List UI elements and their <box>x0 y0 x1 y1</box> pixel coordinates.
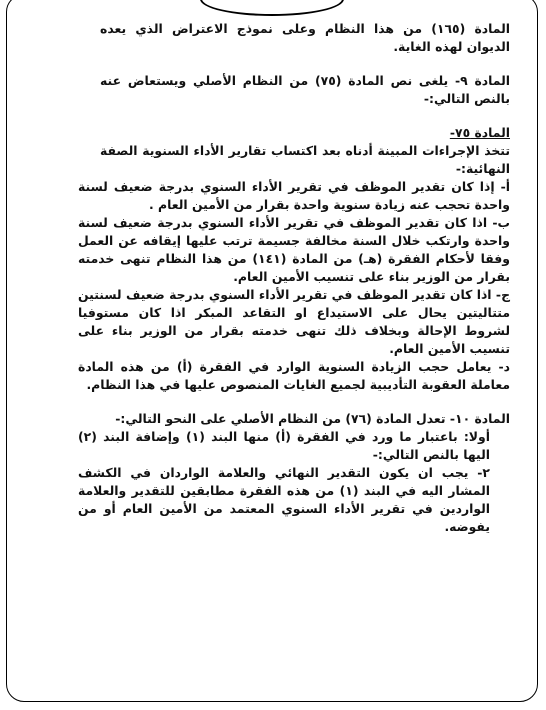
article-9: المادة ٩- يلغى نص المادة (٧٥) من النظام الأصلي ويستعاض عنه بالنص التالي:- <box>100 73 510 106</box>
first-amendment: أولا: باعتبار ما ورد في الفقرة (أ) منها البند (١) وإضافة البند (٢) اليها بالنص التالي:- <box>78 429 490 462</box>
item-c: ج- اذا كان تقدير الموظف في تقرير الأداء السنوي بدرجة ضعيف لسنتين متتاليتين يحال على الاستيداع او التقاعد المبكر اذا كان مستوفيا لشروط الإحالة وبخلاف ذلك تنهى خدمته بقرار من الوزير بناء على تنسيب الأمين العام. <box>78 287 510 356</box>
article-75-heading: المادة ٧٥- <box>449 125 510 140</box>
article-10: المادة ١٠- تعدل المادة (٧٦) من النظام الأصلي على النحو التالي:- <box>115 411 510 426</box>
item-d: د- يعامل حجب الزيادة السنوية الوارد في الفقرة (أ) من هذه المادة معاملة العقوبة التأديبية لجميع الغايات المنصوص عليها في هذا النظام. <box>78 359 510 392</box>
item-b: ب- اذا كان تقدير الموظف في تقرير الأداء السنوي بدرجة ضعيف لسنة واحدة وارتكب خلال السنة مخالفة جسيمة ترتب عليها إيقافه عن العمل وفقا لأحكام الفقرة (هـ) من المادة (١٤١) من هذا النظام تنهى خدمته بقرار من الوزير بناء على تنسيب الأمين العام. <box>78 215 510 284</box>
article-75-intro: تتخذ الإجراءات المبينة أدناه بعد اكتساب تقارير الأداء السنوية الصفة النهائية:- <box>100 143 510 176</box>
document-page <box>18 20 524 536</box>
clause-2: ٢- يجب ان يكون التقدير النهائي والعلامة الواردان في الكشف المشار اليه في البند (١) من هذه الفقرة مطابقين للتقدير والعلامة الواردين في تقرير الأداء السنوي المعتمد من الأمين العام أو من يفوضه. <box>78 465 490 534</box>
item-a: أ- إذا كان تقدير الموظف في تقرير الأداء السنوي بدرجة ضعيف لسنة واحدة تحجب عنه زيادة سنوية واحدة بقرار من الأمين العام . <box>78 179 510 212</box>
paragraph-165: المادة (١٦٥) من هذا النظام وعلى نموذج الاعتراض الذي يعده الديوان لهذه الغاية. <box>100 21 510 54</box>
